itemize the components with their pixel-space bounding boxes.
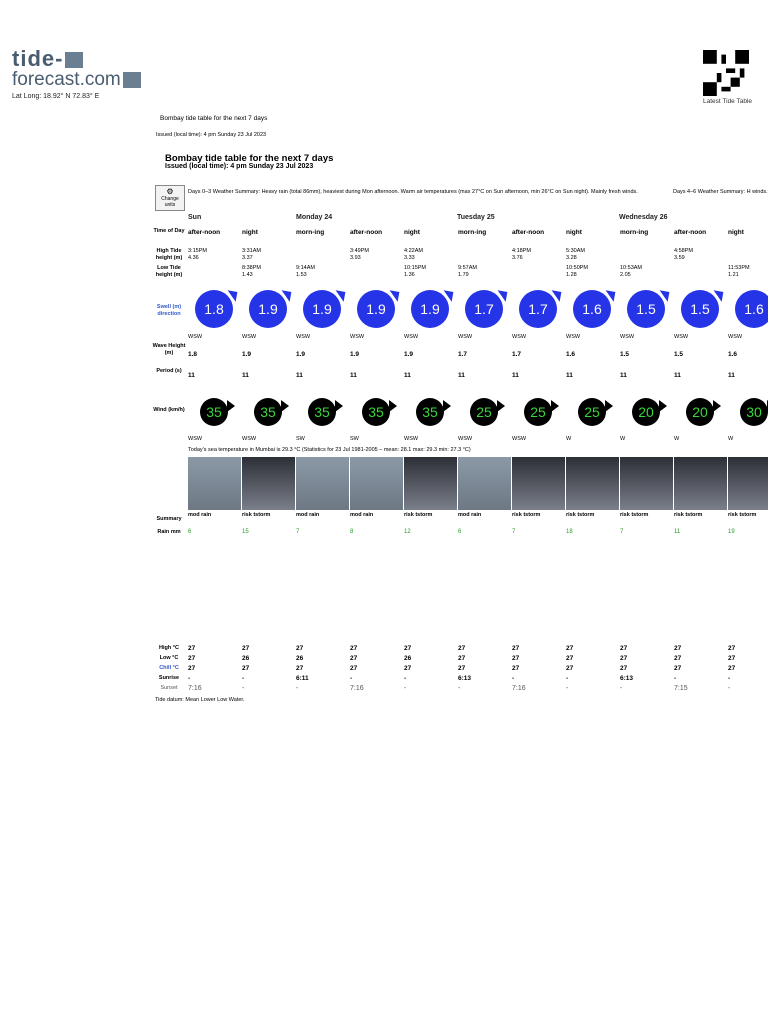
high-tide-height: 3.76 [512,255,523,261]
sea-temperature-note: Today's sea temperature in Mumbai is 29.3 °C (Statistics for 23 Jul 1981-2005 – mean: 28.1 max: 29.3 min: 27.3 °C) [188,447,471,453]
sunset-time: 7:15 [674,685,688,692]
swell-direction: WSW [566,334,581,340]
wind-direction: WSW [188,436,203,442]
thunderstorm-icon [674,457,727,510]
thunderstorm-icon [404,457,457,510]
weather-summary: mod rain [296,512,320,518]
sunset-time: 7:16 [350,685,364,692]
temp-chill: 27 [566,665,574,672]
temp-low: 27 [512,655,520,662]
weather-summary-4-6: Days 4–6 Weather Summary: H winds. [673,189,768,195]
temp-high: 27 [566,645,574,652]
temp-low: 27 [620,655,628,662]
weather-summary: risk tstorm [728,512,757,518]
temp-low: 27 [674,655,682,662]
wind-badge: 35 [416,398,444,426]
high-tide-height: 3.37 [242,255,253,261]
wind-badge: 20 [686,398,714,426]
temp-high: 27 [188,645,196,652]
low-tide-height: 2.05 [620,272,631,278]
temp-chill: 27 [242,665,250,672]
temp-low: 26 [404,655,412,662]
time-of-day: morn-ing [620,229,649,236]
swell-badge: 1.9 [303,290,341,328]
wave-period: 11 [404,372,411,379]
wave-period: 11 [242,372,249,379]
time-of-day: night [404,229,420,236]
wind-badge: 25 [524,398,552,426]
temp-chill: 27 [188,665,196,672]
sunset-time: - [728,685,731,692]
wind-direction: W [566,436,572,442]
low-tide-height: 1.43 [242,272,253,278]
low-tide-time: 10:50PM [566,265,589,271]
swell-direction: WSW [404,334,419,340]
rain-mm: 7 [620,529,624,535]
high-tide-height: 3.59 [674,255,685,261]
high-tide-time: 4:18PM [512,248,531,254]
sunrise-time: 6:13 [620,675,634,682]
wave-height: 1.6 [728,351,738,358]
wind-direction: WSW [458,436,473,442]
change-units-button[interactable]: ⚙ Change units [155,185,185,211]
rain-cloud-icon [350,457,403,510]
wave-period: 11 [188,372,195,379]
rain-mm: 8 [350,529,354,535]
sunrise-time: - [350,675,353,682]
high-tide-time: 3:49PM [350,248,369,254]
weather-summary-1-3: Days 0–3 Weather Summary: Heavy rain (total 86mm), heaviest during Mon afternoon. Warm air temperatures (max 27°C on Sun afternoon, min 26°C on Sun night). Mainly fresh winds. [188,189,638,195]
wind-badge: 35 [362,398,390,426]
latest-tide-table-link[interactable]: Latest Tide Table [703,98,753,105]
temp-low: 26 [296,655,304,662]
sunset-time: - [404,685,407,692]
time-of-day: after-noon [188,229,221,236]
temp-high: 27 [458,645,466,652]
row-label-rain: Rain mm [157,529,181,535]
thunderstorm-icon [566,457,619,510]
sunset-time: - [458,685,461,692]
rain-cloud-icon [188,457,241,510]
low-tide-time: 10:53AM [620,265,643,271]
temp-high: 27 [512,645,520,652]
temp-high: 27 [620,645,628,652]
sunset-time: - [296,685,299,692]
sunrise-time: 6:13 [458,675,472,682]
wind-direction: WSW [404,436,419,442]
sunrise-time: - [404,675,407,682]
high-tide-height: 3.33 [404,255,415,261]
swell-badge: 1.9 [357,290,395,328]
temp-high: 27 [296,645,304,652]
row-label-swell: Swell (m) direction [156,304,182,317]
thunderstorm-icon [620,457,673,510]
low-tide-time: 8:38PM [242,265,261,271]
tide-datum-note: Tide datum: Mean Lower Low Water. [155,697,245,703]
low-tide-time: 11:53PM [728,265,750,271]
temp-low: 27 [458,655,466,662]
wind-badge: 35 [200,398,228,426]
rain-mm: 6 [458,529,462,535]
sunrise-time: - [512,675,515,682]
issued-small: Issued (local time): 4 pm Sunday 23 Jul 2023 [156,132,267,138]
rain-cloud-icon [458,457,511,510]
weather-summary: mod rain [458,512,482,518]
temp-high: 27 [728,645,736,652]
wave-period: 11 [728,372,735,379]
wind-direction: W [620,436,626,442]
issued-time: Issued (local time): 4 pm Sunday 23 Jul 2023 [165,163,314,170]
high-tide-time: 5:30AM [566,248,585,254]
low-tide-height: 1.53 [296,272,307,278]
temp-chill: 27 [350,665,358,672]
swell-badge: 1.6 [735,290,768,328]
wind-direction: WSW [512,436,527,442]
row-label-period: Period (s) [156,368,182,374]
swell-direction: WSW [296,334,311,340]
swell-direction: WSW [242,334,257,340]
swell-direction: WSW [188,334,203,340]
low-tide-time: 9:57AM [458,265,477,271]
swell-badge: 1.7 [465,290,503,328]
sunrise-time: - [188,675,191,682]
row-label-wave: Wave Height (m) [152,343,186,356]
high-tide-time: 4:58PM [674,248,693,254]
wind-badge: 25 [578,398,606,426]
wave-period: 11 [296,372,303,379]
wave-height: 1.9 [242,351,252,358]
swell-direction: WSW [458,334,473,340]
wind-badge: 35 [254,398,282,426]
wave-height: 1.9 [350,351,360,358]
wind-direction: SW [350,436,359,442]
time-of-day: night [566,229,582,236]
sunset-time: 7:16 [188,685,202,692]
weather-summary: risk tstorm [512,512,541,518]
high-tide-height: 4.36 [188,255,199,261]
wave-height: 1.8 [188,351,198,358]
wave-period: 11 [458,372,465,379]
site-logo[interactable]: tide- forecast.com [12,48,152,90]
wave-height: 1.7 [458,351,468,358]
time-of-day: after-noon [350,229,383,236]
low-tide-height: 1.28 [566,272,577,278]
page-title: Bombay tide table for the next 7 days [165,153,334,164]
day-header: Sun [188,214,202,221]
high-tide-height: 3.93 [350,255,361,261]
swell-badge: 1.7 [519,290,557,328]
sunrise-time: - [566,675,569,682]
temp-low: 27 [188,655,196,662]
temp-high: 27 [674,645,682,652]
wave-height: 1.5 [620,351,630,358]
page-title-small: Bombay tide table for the next 7 days [160,115,268,122]
time-of-day: night [242,229,258,236]
temp-high: 27 [242,645,250,652]
rain-mm: 12 [404,529,411,535]
swell-direction: WSW [728,334,743,340]
rain-cloud-icon [296,457,349,510]
temp-chill: 27 [620,665,628,672]
wind-badge: 30 [740,398,768,426]
swell-direction: WSW [512,334,527,340]
temp-chill: 27 [404,665,412,672]
temp-chill: 27 [296,665,304,672]
row-label-time: Time of Day [153,228,185,234]
wind-direction: SW [296,436,305,442]
rain-mm: 6 [188,529,192,535]
weather-summary: mod rain [350,512,374,518]
rain-mm: 11 [674,529,681,535]
rain-mm: 18 [566,529,573,535]
row-label-wind: Wind (km/h) [153,407,185,413]
row-label-chill: Chill °C [159,665,179,671]
wave-height: 1.6 [566,351,576,358]
rain-mm: 19 [728,529,735,535]
wave-period: 11 [512,372,519,379]
low-tide-time: 9:14AM [296,265,315,271]
row-label-sunrise: Sunrise [158,675,180,681]
sunrise-time: 6:11 [296,675,309,682]
wave-height: 1.7 [512,351,522,358]
high-tide-time: 3:15PM [188,248,207,254]
swell-badge: 1.9 [411,290,449,328]
time-of-day: morn-ing [296,229,325,236]
rain-mm: 7 [296,529,300,535]
row-label-low: Low °C [159,655,179,661]
low-tide-height: 1.21 [728,272,739,278]
wind-direction: WSW [242,436,257,442]
wind-badge: 35 [308,398,336,426]
swell-badge: 1.8 [195,290,233,328]
wave-period: 11 [620,372,627,379]
rain-mm: 15 [242,529,249,535]
day-header: Monday 24 [296,214,333,221]
thunderstorm-icon [512,457,565,510]
weather-summary: risk tstorm [566,512,595,518]
temp-chill: 27 [674,665,682,672]
swell-badge: 1.5 [681,290,719,328]
swell-badge: 1.9 [249,290,287,328]
swell-direction: WSW [620,334,635,340]
temp-high: 27 [404,645,412,652]
low-tide-time: 10:15PM [404,265,427,271]
temp-low: 27 [350,655,358,662]
rain-mm: 7 [512,529,516,535]
row-label-high-tide: High Tide height (m) [155,248,183,261]
wave-period: 11 [350,372,357,379]
lat-long: Lat Long: 18.92° N 72.83° E [12,93,100,100]
wave-height: 1.9 [404,351,414,358]
row-label-sunset: Sunset [160,685,178,691]
row-label-low-tide: Low Tide height (m) [155,265,183,278]
wave-period: 11 [566,372,573,379]
wind-direction: W [674,436,680,442]
thunderstorm-icon [242,457,295,510]
low-tide-height: 1.36 [404,272,415,278]
weather-summary: mod rain [188,512,212,518]
sunset-time: 7:16 [512,685,526,692]
gear-icon: ⚙ [166,187,174,196]
weather-summary: risk tstorm [242,512,271,518]
wind-badge: 20 [632,398,660,426]
wave-height: 1.9 [296,351,306,358]
time-of-day: after-noon [512,229,545,236]
high-tide-time: 3:31AM [242,248,261,254]
weather-summary: risk tstorm [404,512,433,518]
sunset-time: - [566,685,569,692]
temp-chill: 27 [728,665,736,672]
sunrise-time: - [674,675,677,682]
swell-direction: WSW [350,334,365,340]
time-of-day: morn-ing [458,229,487,236]
time-of-day: night [728,229,744,236]
temp-low: 26 [242,655,250,662]
time-of-day: after-noon [674,229,707,236]
sunrise-time: - [242,675,245,682]
row-label-summary: Summary [156,516,182,522]
weather-summary: risk tstorm [674,512,703,518]
high-tide-time: 4:22AM [404,248,423,254]
temp-chill: 27 [512,665,520,672]
wind-badge: 25 [470,398,498,426]
weather-summary: risk tstorm [620,512,649,518]
temp-high: 27 [350,645,358,652]
sunrise-time: - [728,675,731,682]
swell-badge: 1.6 [573,290,611,328]
day-header: Tuesday 25 [457,214,495,221]
temp-chill: 27 [458,665,466,672]
wave-period: 11 [674,372,681,379]
temp-low: 27 [728,655,736,662]
row-label-high: High °C [159,645,179,651]
wave-height: 1.5 [674,351,684,358]
sunset-time: - [242,685,245,692]
swell-direction: WSW [674,334,689,340]
low-tide-height: 1.79 [458,272,469,278]
thunderstorm-icon [728,457,768,510]
sunset-time: - [620,685,623,692]
day-header: Wednesday 26 [619,214,668,221]
temp-low: 27 [566,655,574,662]
wind-direction: W [728,436,734,442]
high-tide-height: 3.28 [566,255,577,261]
swell-badge: 1.5 [627,290,665,328]
